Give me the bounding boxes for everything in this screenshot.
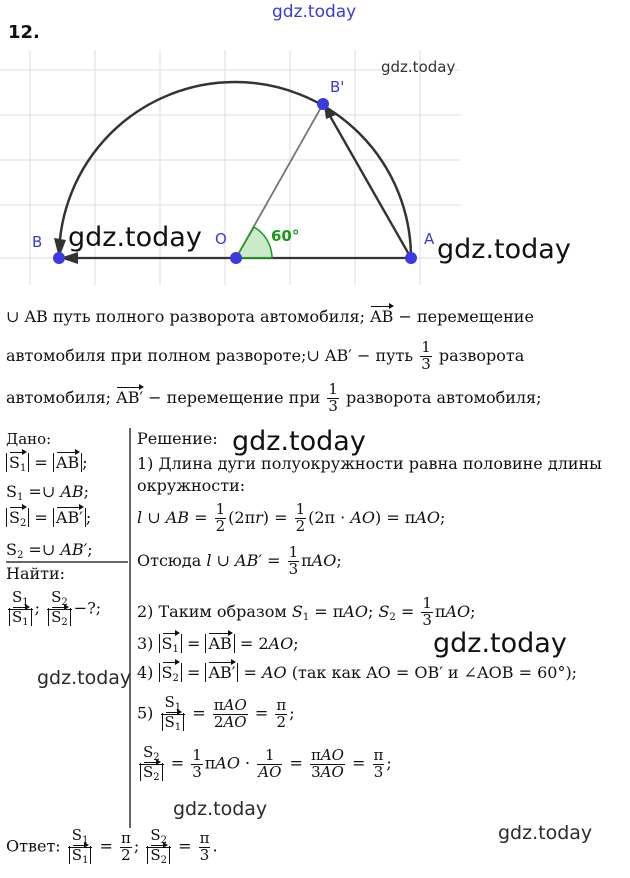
- given-line-4: $S_2$ =∪ AB′;: [6, 540, 93, 561]
- vector-ABp: [330, 116, 411, 258]
- watermark-middle-left: gdz.today: [37, 667, 132, 689]
- angle-sector: [236, 227, 272, 258]
- watermark-top: gdz.today: [272, 2, 357, 22]
- point-Bp: [317, 98, 329, 110]
- step5-line2: $\frac{S_2}{S_2}$ = $\frac{1}{3}$ πAO · $\frac{1}{AO}$ = $\frac{\text{πAO}}{3AO}$ = $\frac{\pi}{3}$ ;: [137, 745, 392, 783]
- label-A: A: [424, 230, 435, 248]
- intro-line-2: автомобиля при полном развороте;∪ AB′ − путь $\frac{1}{3}$ разворота: [6, 338, 525, 373]
- watermark-figure-left: gdz.today: [68, 222, 202, 253]
- given-line-3: $S_2 = AB'$ ;: [6, 510, 91, 529]
- step5-line1: 5) $\frac{S_1}{S_1}$ = $\frac{\text{πAO}}{2AO}$ = $\frac{\pi}{2}$ ;: [137, 693, 295, 733]
- point-O: [230, 252, 242, 264]
- watermark-figure-right-big: gdz.today: [437, 234, 571, 265]
- step3: 3) $S_1$ = AB = 2AO;: [137, 634, 299, 655]
- intro-line-3: автомобиля; AB′ − перемещение при $\frac{1}{3}$ разворота автомобиля;: [6, 380, 542, 415]
- watermark-bottom-center: gdz.today: [173, 798, 268, 820]
- given-divider-horizontal: [6, 561, 128, 563]
- given-title: Дано:: [6, 430, 52, 448]
- label-Bp: B': [330, 78, 345, 96]
- answer: Ответ: $\frac{S_1}{S_1}$ = $\frac{\pi}{2}$ ; $\frac{S_2}{S_2}$ = $\frac{\pi}{3}$ .: [6, 826, 218, 866]
- watermark-solution: gdz.today: [232, 426, 366, 457]
- label-O: O: [215, 230, 227, 248]
- intro-line-1: ∪ AB путь полного разворота автомобиля; AB − перемещение: [6, 307, 534, 326]
- angle-label: 60°: [271, 227, 300, 245]
- find-expression: $\frac{S_1}{S_1}$ ; $\frac{S_2}{S_2}$ −?;: [6, 590, 101, 628]
- step1-line1: 1) Длина дуги полуокружности равна половине длины: [137, 454, 602, 473]
- point-B: [53, 252, 65, 264]
- step1-then: Отсюда l ∪ AB′ = $\frac{1}{3}$ πAO;: [137, 543, 342, 578]
- solution-title: Решение:: [137, 429, 218, 448]
- given-divider-vertical: [129, 428, 131, 828]
- find-title: Найти:: [6, 564, 66, 583]
- step1-line2: окружности:: [137, 476, 246, 495]
- watermark-bottom-right: gdz.today: [498, 822, 593, 844]
- step2: 2) Таким образом $S_1 = \pi AO$; $S_2$ = $\frac{1}{3}$ πAO;: [137, 594, 476, 629]
- point-A: [405, 252, 417, 264]
- problem-number: 12.: [8, 22, 40, 43]
- watermark-middle-right: gdz.today: [433, 628, 567, 659]
- watermark-figure-right: gdz.today: [381, 58, 456, 76]
- step4: 4) $S_2 = AB'$ = AO (так как AO = OB′ и ∠AOB = 60°);: [137, 663, 578, 684]
- label-B: B: [32, 233, 43, 251]
- given-line-1: $S_1$ = AB ;: [6, 455, 88, 474]
- given-line-2: $S_1$ =∪ AB;: [6, 482, 90, 503]
- step1-formula: l ∪ AB = $\frac{1}{2}$ (2πr) = $\frac{1}{2}$ (2π · AO) = πAO;: [137, 500, 446, 535]
